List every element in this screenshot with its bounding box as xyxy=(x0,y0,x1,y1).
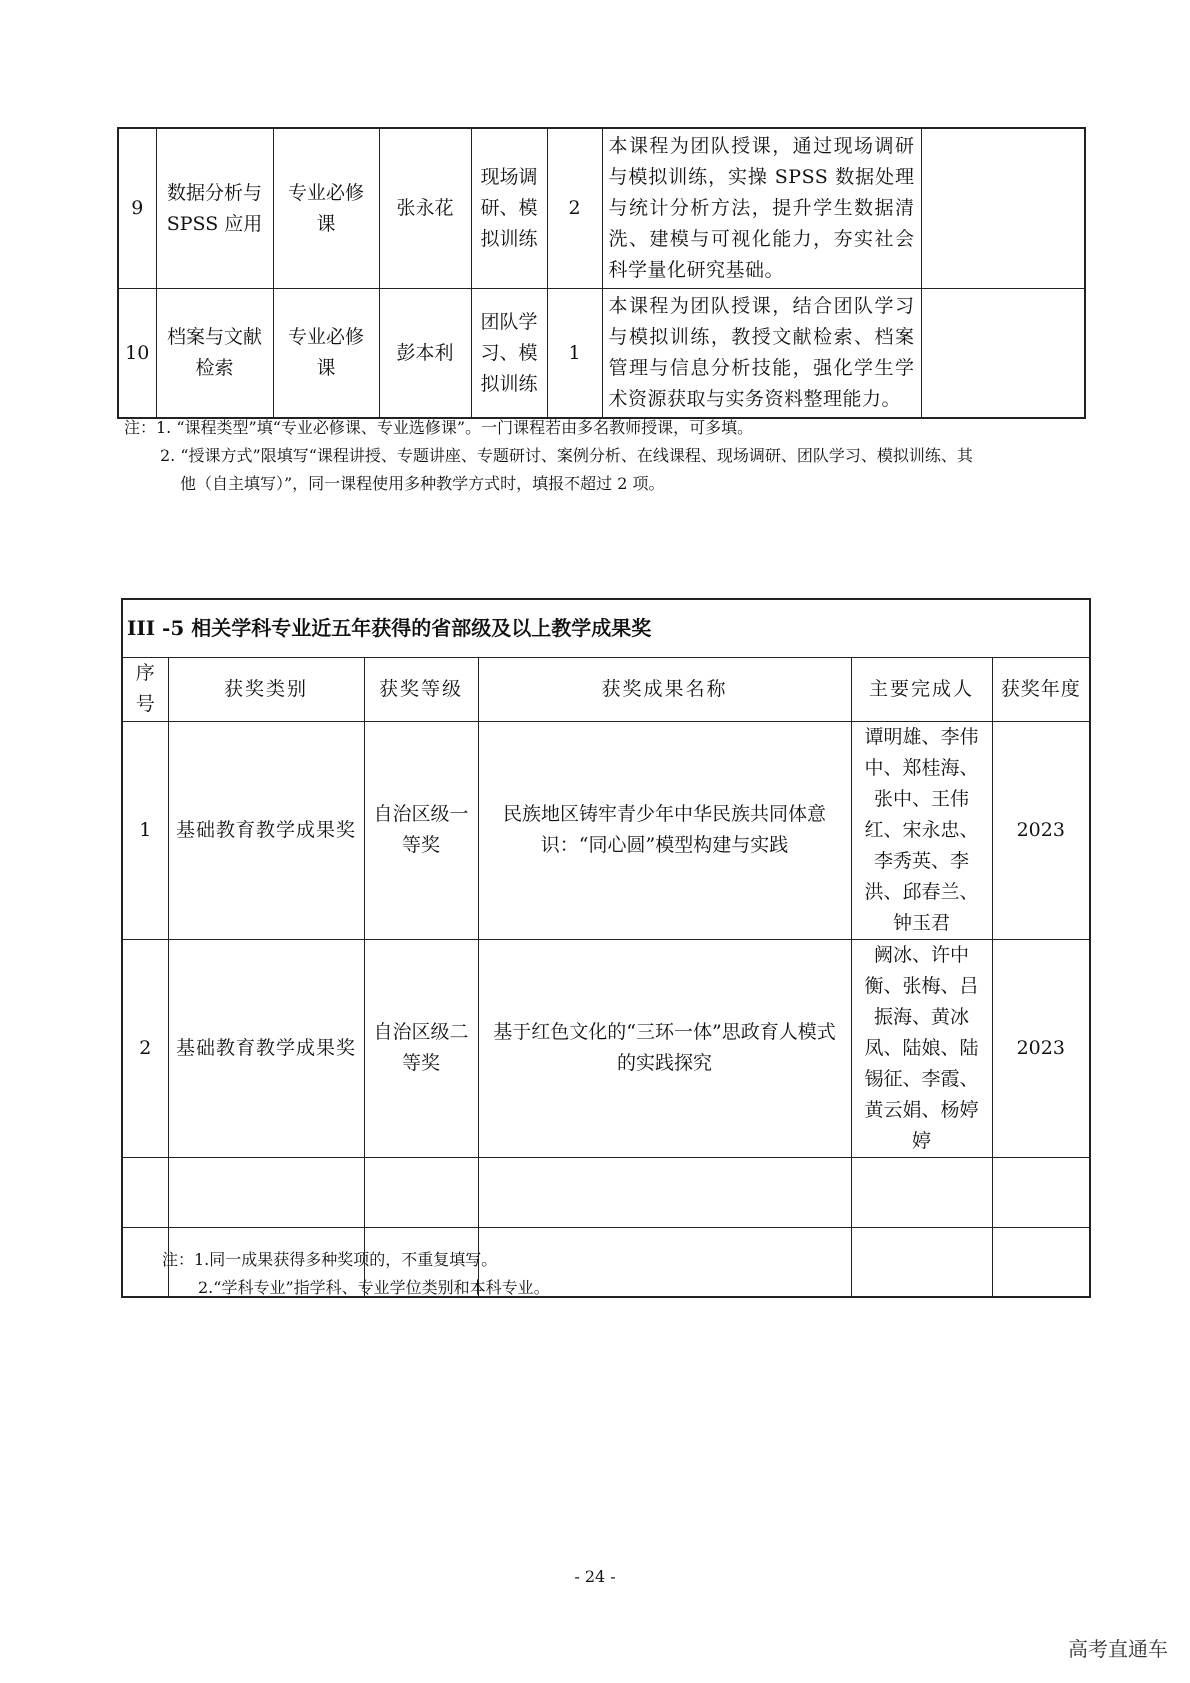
course-hours: 1 xyxy=(547,289,602,419)
award-category: 基础教育教学成果奖 xyxy=(168,939,364,1157)
empty-cell xyxy=(168,1157,364,1227)
award-table-title: III -5 相关学科专业近五年获得的省部级及以上教学成果奖 xyxy=(122,599,1090,657)
award-notes xyxy=(162,1246,1062,1302)
empty-cell xyxy=(364,1157,478,1227)
award-people: 谭明雄、李伟中、郑桂海、张中、王伟红、宋永忠、李秀英、李洪、邱春兰、钟玉君 xyxy=(851,721,992,939)
watermark: 高考直通车 xyxy=(1068,1637,1168,1661)
note-line: 注：1. “课程类型”填“专业必修课、专业选修课”。一门课程若由多名教师授课，可多填。 xyxy=(124,418,754,437)
course-no: 10 xyxy=(118,289,156,419)
award-name: 基于红色文化的“三环一体”思政育人模式的实践探究 xyxy=(478,939,851,1157)
empty-cell xyxy=(851,1157,992,1227)
note-line: 2.“学科专业”指学科、专业学位类别和本科专业。 xyxy=(198,1278,550,1297)
award-category: 基础教育教学成果奖 xyxy=(168,721,364,939)
header-level: 获奖等级 xyxy=(364,657,478,721)
award-level: 自治区级一等奖 xyxy=(364,721,478,939)
course-name: 数据分析与SPSS 应用 xyxy=(156,128,273,289)
header-no: 序号 xyxy=(122,657,168,721)
course-teacher: 张永花 xyxy=(379,128,471,289)
award-no: 1 xyxy=(122,721,168,939)
award-table xyxy=(121,598,1091,1298)
award-level: 自治区级二等奖 xyxy=(364,939,478,1157)
header-name: 获奖成果名称 xyxy=(478,657,851,721)
note-line: 他（自主填写）”，同一课程使用多种教学方式时，填报不超过 2 项。 xyxy=(180,474,665,493)
course-teacher: 彭本利 xyxy=(379,289,471,419)
table-row xyxy=(122,721,1090,939)
award-name: 民族地区铸牢青少年中华民族共同体意识：“同心圆”模型构建与实践 xyxy=(478,721,851,939)
award-no: 2 xyxy=(122,939,168,1157)
empty-cell xyxy=(992,1157,1090,1227)
course-method: 团队学习、模拟训练 xyxy=(471,289,547,419)
page-number: - 24 - xyxy=(574,1567,616,1586)
empty-cell xyxy=(921,289,1085,419)
table-row xyxy=(118,289,1085,419)
award-people: 阙冰、许中衡、张梅、吕振海、黄冰凤、陆娘、陆锡征、李霞、黄云娟、杨婷婷 xyxy=(851,939,992,1157)
course-name: 档案与文献检索 xyxy=(156,289,273,419)
header-category: 获奖类别 xyxy=(168,657,364,721)
course-table xyxy=(117,127,1086,419)
award-table-title-row xyxy=(122,599,1090,657)
empty-cell xyxy=(921,128,1085,289)
course-notes xyxy=(124,414,1084,498)
course-description: 本课程为团队授课，通过现场调研与模拟训练，实操 SPSS 数据处理与统计分析方法，提升学生数据清洗、建模与可视化能力，夯实社会科学量化研究基础。 xyxy=(602,128,921,289)
note-line: 注：1.同一成果获得多种奖项的，不重复填写。 xyxy=(162,1250,498,1269)
course-type: 专业必修课 xyxy=(273,128,379,289)
table-row xyxy=(122,1157,1090,1227)
course-no: 9 xyxy=(118,128,156,289)
course-hours: 2 xyxy=(547,128,602,289)
header-year: 获奖年度 xyxy=(992,657,1090,721)
empty-cell xyxy=(122,1157,168,1227)
note-line: 2. “授课方式”限填写“课程讲授、专题讲座、专题研讨、案例分析、在线课程、现场调研、团队学习、模拟训练、其 xyxy=(160,446,973,465)
course-description: 本课程为团队授课，结合团队学习与模拟训练，教授文献检索、档案管理与信息分析技能，强化学生学术资源获取与实务资料整理能力。 xyxy=(602,289,921,419)
course-method: 现场调研、模拟训练 xyxy=(471,128,547,289)
award-header-row xyxy=(122,657,1090,721)
award-year: 2023 xyxy=(992,721,1090,939)
course-type: 专业必修课 xyxy=(273,289,379,419)
table-row xyxy=(122,939,1090,1157)
table-row xyxy=(118,128,1085,289)
award-year: 2023 xyxy=(992,939,1090,1157)
empty-cell xyxy=(478,1157,851,1227)
header-people: 主要完成人 xyxy=(851,657,992,721)
